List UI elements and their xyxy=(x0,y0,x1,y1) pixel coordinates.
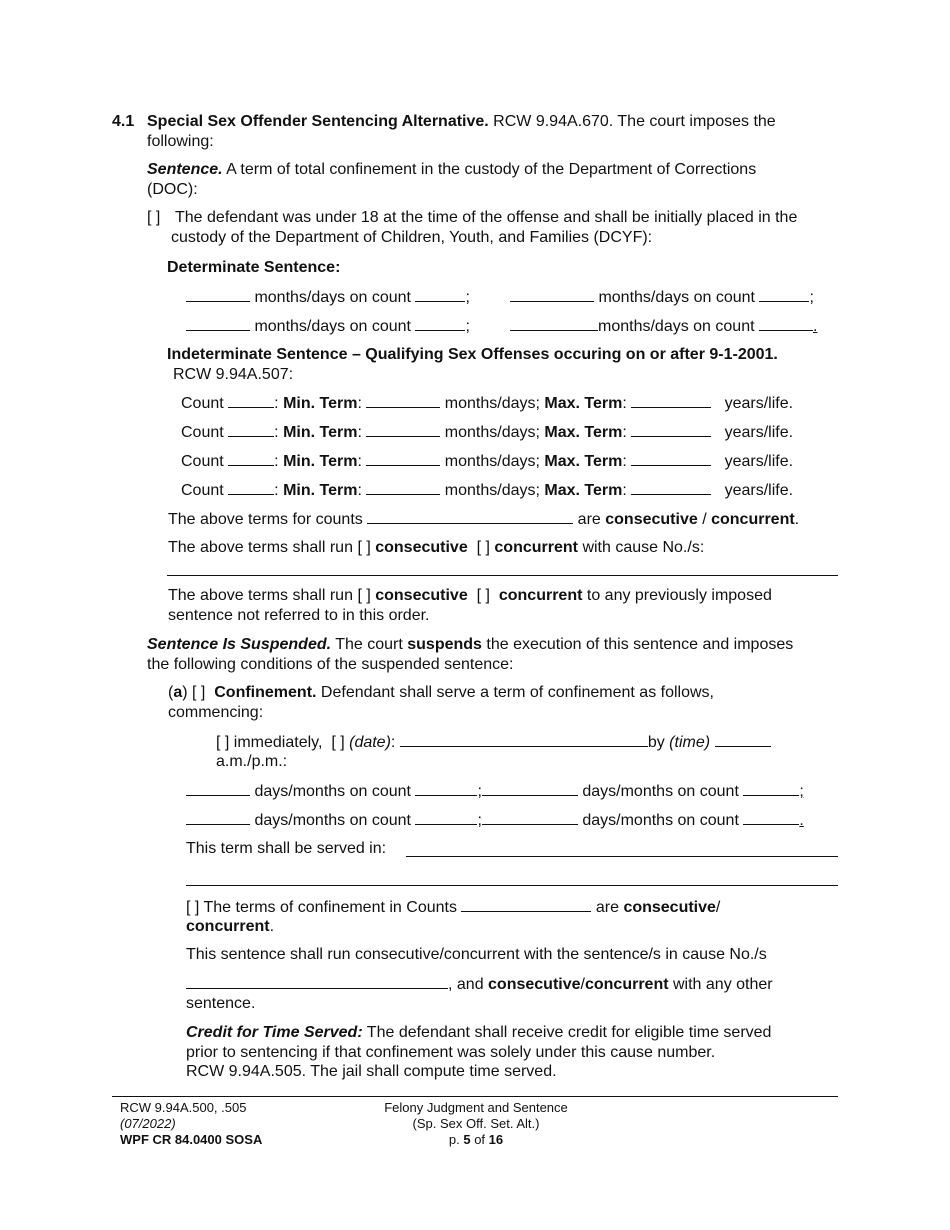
concurrent-word: concurrent xyxy=(186,918,270,935)
suspended-text: The court xyxy=(331,636,408,653)
served-in-field-line2[interactable] xyxy=(186,885,838,886)
determinate-term-field[interactable] xyxy=(186,287,250,302)
concurrent-word: concurrent xyxy=(494,539,578,556)
months-days-label: months/days; xyxy=(444,482,540,499)
semicolon: ; xyxy=(477,783,482,800)
concurrent-word: concurrent xyxy=(711,511,795,528)
max-term-field[interactable] xyxy=(631,393,711,408)
years-life-label: years/life. xyxy=(724,424,794,441)
consecutive-word: consecutive xyxy=(488,976,581,993)
confinement-text: Defendant shall serve a term of confinement as follows, xyxy=(316,684,714,701)
min-term-field[interactable] xyxy=(366,393,440,408)
commencing-line: [ ] immediately, [ ] (date): by (time) xyxy=(216,732,771,753)
max-term-field[interactable] xyxy=(631,422,711,437)
credit-line2: prior to sentencing if that confinement was solely under this cause number. xyxy=(186,1044,716,1061)
colon: : xyxy=(357,482,362,499)
footer-title-1: Felony Judgment and Sentence xyxy=(384,1100,568,1115)
previous-line2: sentence not referred to in this order. xyxy=(168,607,430,624)
count-label: Count xyxy=(181,395,224,412)
page-total: 16 xyxy=(488,1132,504,1147)
terms-in-counts-field[interactable] xyxy=(461,897,591,912)
count-label: Count xyxy=(181,482,224,499)
concurrent-checkbox[interactable]: [ ] xyxy=(476,587,490,604)
colon: : xyxy=(622,453,627,470)
confinement-unit-label: days/months on count xyxy=(582,783,739,800)
colon: : xyxy=(357,453,362,470)
terms-in-counts-line2 xyxy=(186,917,274,937)
terms-counts-checkbox[interactable]: [ ] xyxy=(186,899,200,916)
cause-number-field[interactable] xyxy=(167,575,838,576)
are-word: are xyxy=(577,511,601,528)
sentence-text: A term of total confinement in the custody of the Department of Corrections xyxy=(222,161,757,178)
consecutive-checkbox[interactable]: [ ] xyxy=(357,587,371,604)
max-term-label: Max. Term xyxy=(544,453,623,470)
confinement-term-field[interactable] xyxy=(186,781,250,796)
min-term-label: Min. Term xyxy=(283,453,358,470)
terms-for-counts-line xyxy=(168,509,799,530)
suspended-line2: the following conditions of the suspended sentence: xyxy=(147,656,514,673)
consecutive-word: consecutive xyxy=(605,511,698,528)
colon: : xyxy=(622,395,627,412)
run-with-cause-line xyxy=(168,538,704,558)
immediately-checkbox[interactable]: [ ] xyxy=(216,734,230,751)
previous-tail: to any previously imposed xyxy=(586,587,772,604)
sentence-paragraph xyxy=(147,160,756,180)
date-field[interactable] xyxy=(400,732,648,747)
run-previous-line xyxy=(168,586,772,606)
determinate-period: . xyxy=(813,318,818,335)
count-number-field[interactable] xyxy=(228,451,274,466)
max-term-label: Max. Term xyxy=(544,424,623,441)
confinement-count-row-1 xyxy=(186,781,804,802)
page-prefix: p. xyxy=(448,1132,464,1147)
suspended-paragraph xyxy=(147,635,793,655)
indeterminate-count-row xyxy=(181,451,793,472)
cause-number-field[interactable] xyxy=(186,974,448,989)
indeterminate-count-row xyxy=(181,393,793,414)
determinate-heading: Determinate Sentence: xyxy=(167,259,341,276)
min-term-label: Min. Term xyxy=(283,395,358,412)
credit-text: The defendant shall receive credit for eligible time served xyxy=(362,1024,772,1041)
footer-date: (07/2022) xyxy=(120,1116,176,1131)
count-label: Count xyxy=(181,424,224,441)
indeterminate-heading: Indeterminate Sentence – Qualifying Sex Offenses occuring on or after 9-1-2001. xyxy=(167,346,778,363)
months-days-label: months/days; xyxy=(444,395,540,412)
served-in-field[interactable] xyxy=(406,856,838,857)
count-label: Count xyxy=(181,453,224,470)
indeterminate-rcw: RCW 9.94A.507: xyxy=(173,366,294,383)
served-in-label: This term shall be served in: xyxy=(186,840,387,857)
sentence-word: sentence. xyxy=(186,995,256,1012)
determinate-unit-label: months/days on count xyxy=(598,289,755,306)
time-label: (time) xyxy=(669,734,711,751)
confinement-title: Confinement. xyxy=(214,684,317,701)
slash: / xyxy=(580,976,585,993)
footer-page xyxy=(376,1132,576,1148)
determinate-unit-label: months/days on count xyxy=(254,289,411,306)
determinate-term-field[interactable] xyxy=(510,287,594,302)
determinate-semicolon: ; xyxy=(465,289,470,306)
colon: : xyxy=(274,482,279,499)
page-of: of xyxy=(470,1132,489,1147)
consecutive-word: consecutive xyxy=(375,539,468,556)
colon: : xyxy=(274,424,279,441)
confinement-term-field[interactable] xyxy=(186,810,250,825)
determinate-count-field[interactable] xyxy=(759,287,809,302)
determinate-row-2b xyxy=(510,316,817,337)
count-number-field[interactable] xyxy=(228,422,274,437)
immediately-label: immediately, xyxy=(233,734,323,751)
max-term-label: Max. Term xyxy=(544,482,623,499)
count-number-field[interactable] xyxy=(228,393,274,408)
section-title: Special Sex Offender Sentencing Alternative. xyxy=(147,113,489,130)
determinate-count-field[interactable] xyxy=(415,316,465,331)
date-checkbox[interactable]: [ ] xyxy=(331,734,345,751)
suspends-word: suspends xyxy=(407,636,482,653)
page-number: 5 xyxy=(463,1132,471,1147)
terms-for-counts-label: The above terms for counts xyxy=(168,511,363,528)
determinate-term-field[interactable] xyxy=(186,316,250,331)
determinate-count-field[interactable] xyxy=(415,287,465,302)
months-days-label: months/days; xyxy=(444,453,540,470)
credit-paragraph xyxy=(186,1023,771,1043)
period: . xyxy=(269,918,275,935)
time-field[interactable] xyxy=(715,732,771,747)
determinate-unit-label: months/days on count xyxy=(598,318,755,335)
confinement-paragraph: (a) [ ] Confinement. Defendant shall serve a term of confinement as follows, xyxy=(168,684,714,701)
max-term-field[interactable] xyxy=(631,451,711,466)
months-days-label: months/days; xyxy=(444,424,540,441)
suspended-text-b: the execution of this sentence and imposes xyxy=(481,636,794,653)
any-other-text: with any other xyxy=(668,976,773,993)
confinement-unit-label: days/months on count xyxy=(254,783,411,800)
sentence-label: Sentence. xyxy=(147,161,223,178)
confinement-count-field[interactable] xyxy=(415,810,477,825)
are-word: are xyxy=(595,899,619,916)
footer-divider xyxy=(112,1096,838,1097)
consecutive-word: consecutive xyxy=(623,899,716,916)
footer-form-id: WPF CR 84.0400 SOSA xyxy=(120,1132,263,1147)
colon: : xyxy=(622,424,627,441)
with-cause-label: with cause No./s: xyxy=(582,539,705,556)
concurrent-checkbox[interactable]: [ ] xyxy=(476,539,490,556)
confinement-checkbox[interactable]: [ ] xyxy=(192,684,206,701)
min-term-label: Min. Term xyxy=(283,482,358,499)
run-prefix: The above terms shall run xyxy=(168,539,353,556)
date-label: (date) xyxy=(349,734,391,751)
under18-checkbox[interactable]: [ ] xyxy=(147,209,161,226)
and-text: , and xyxy=(448,976,489,993)
confinement-line2: commencing: xyxy=(168,704,264,721)
under18-text: The defendant was under 18 at the time of the offense and shall be initially placed in the xyxy=(175,209,798,226)
years-life-label: years/life. xyxy=(724,395,794,412)
item-a-label: a xyxy=(173,684,183,701)
min-term-field[interactable] xyxy=(366,480,440,495)
cause-line: This sentence shall run consecutive/concurrent with the sentence/s in cause No./s xyxy=(186,946,767,963)
consecutive-checkbox[interactable]: [ ] xyxy=(357,539,371,556)
confinement-count-field[interactable] xyxy=(743,810,799,825)
slash: / xyxy=(702,511,707,528)
count-number-field[interactable] xyxy=(228,480,274,495)
semicolon: ; xyxy=(477,812,482,829)
determinate-semicolon: ; xyxy=(809,289,814,306)
colon: : xyxy=(357,424,362,441)
colon: : xyxy=(622,482,627,499)
terms-in-counts-line xyxy=(186,897,720,918)
min-term-label: Min. Term xyxy=(283,424,358,441)
footer-rcw: RCW 9.94A.500, .505 xyxy=(120,1100,247,1115)
section-intro: RCW 9.94A.670. The court imposes the xyxy=(488,113,776,130)
run-prefix: The above terms shall run xyxy=(168,587,353,604)
confinement-term-field[interactable] xyxy=(482,810,578,825)
semicolon: ; xyxy=(799,783,804,800)
years-life-label: years/life. xyxy=(724,453,794,470)
credit-line3: RCW 9.94A.505. The jail shall compute time served. xyxy=(186,1063,557,1080)
determinate-unit-label: months/days on count xyxy=(254,318,411,335)
suspended-label: Sentence Is Suspended. xyxy=(147,636,332,653)
cause-line2 xyxy=(186,974,773,995)
section-intro-line2: following: xyxy=(147,133,214,150)
min-term-field[interactable] xyxy=(366,451,440,466)
concurrent-word: concurrent xyxy=(584,976,669,993)
indeterminate-count-row xyxy=(181,480,793,501)
determinate-count-field[interactable] xyxy=(759,316,813,331)
colon: : xyxy=(274,395,279,412)
max-term-field[interactable] xyxy=(631,480,711,495)
under18-text-line2: custody of the Department of Children, Youth, and Families (DCYF): xyxy=(171,229,653,246)
slash: / xyxy=(715,899,721,916)
determinate-row-1b xyxy=(510,287,814,308)
terms-in-counts-label: The terms of confinement in Counts xyxy=(203,899,457,916)
terms-counts-field[interactable] xyxy=(367,509,573,524)
period: . xyxy=(799,812,804,829)
consecutive-word: consecutive xyxy=(375,587,468,604)
years-life-label: years/life. xyxy=(724,482,794,499)
ampm-label: a.m./p.m.: xyxy=(216,753,288,770)
min-term-field[interactable] xyxy=(366,422,440,437)
max-term-label: Max. Term xyxy=(544,395,623,412)
by-label: by xyxy=(647,734,665,751)
determinate-term-field[interactable] xyxy=(510,316,598,331)
confinement-count-field[interactable] xyxy=(743,781,799,796)
indeterminate-count-row xyxy=(181,422,793,443)
concurrent-word: concurrent xyxy=(498,587,583,604)
confinement-count-row-2 xyxy=(186,810,804,831)
determinate-row-1 xyxy=(186,287,470,308)
confinement-unit-label: days/months on count xyxy=(582,812,739,829)
confinement-unit-label: days/months on count xyxy=(254,812,411,829)
sentence-text-line2: (DOC): xyxy=(147,181,198,198)
colon: : xyxy=(357,395,362,412)
credit-label: Credit for Time Served: xyxy=(186,1024,363,1041)
confinement-term-field[interactable] xyxy=(482,781,578,796)
determinate-row-2 xyxy=(186,316,470,337)
determinate-semicolon: ; xyxy=(465,318,470,335)
period: . xyxy=(794,511,800,528)
confinement-count-field[interactable] xyxy=(415,781,477,796)
section-heading xyxy=(147,112,776,132)
section-number: 4.1 xyxy=(112,113,135,130)
footer-title-2: (Sp. Sex Off. Set. Alt.) xyxy=(412,1116,540,1131)
colon: : xyxy=(274,453,279,470)
